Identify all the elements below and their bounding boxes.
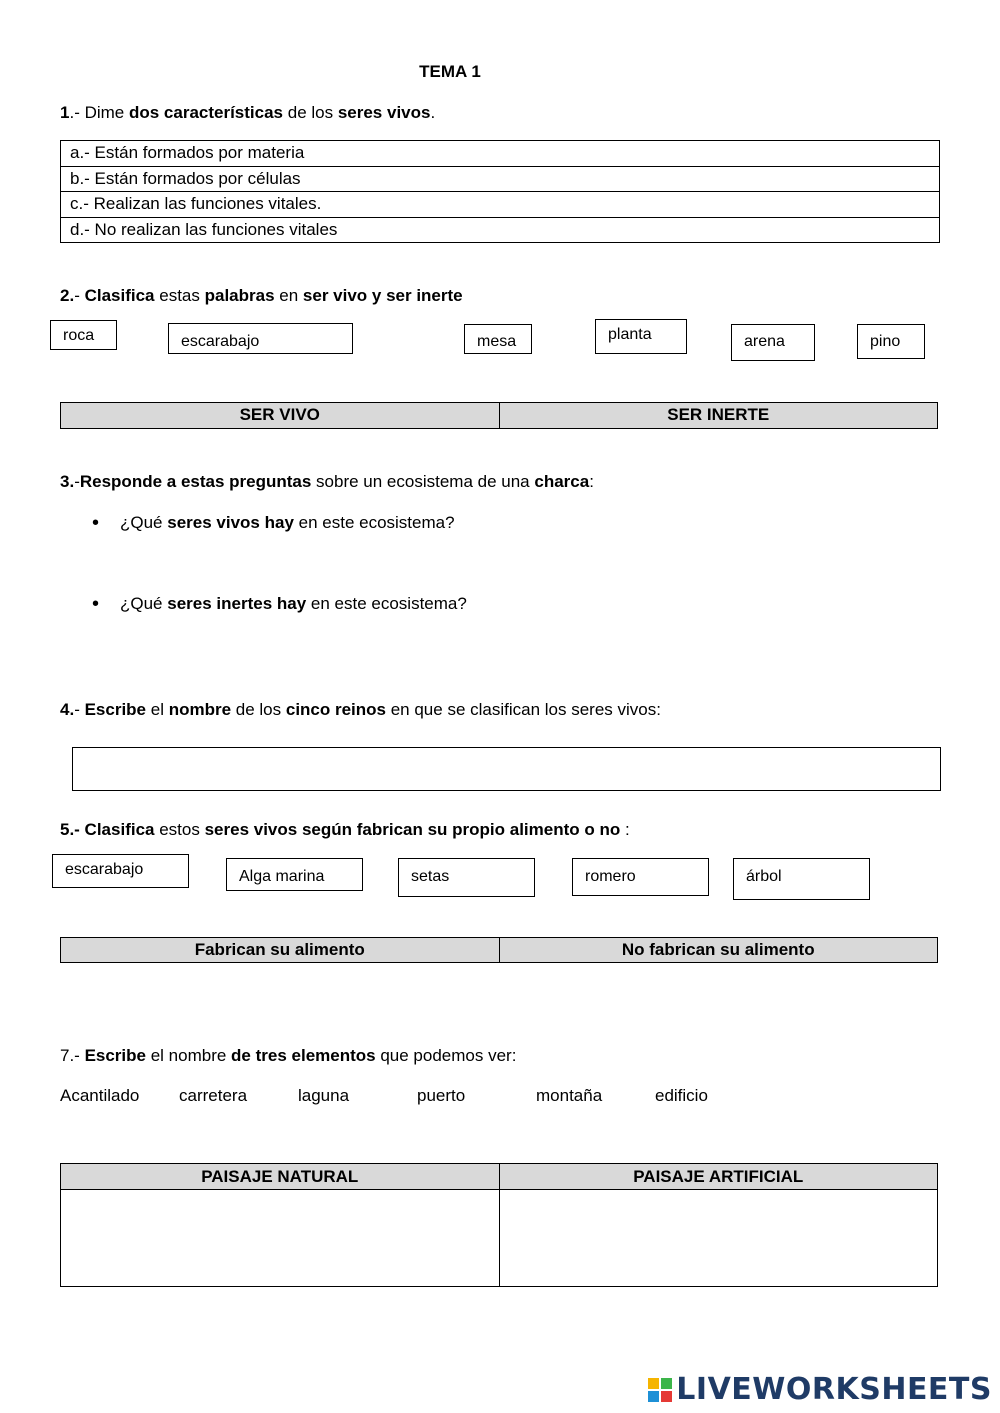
chip-roca[interactable]: roca — [50, 320, 117, 350]
question-3-bullet-2: ¿Qué seres inertes hay en este ecosistema? — [120, 594, 467, 613]
question-5: 5.- Clasifica estos seres vivos según fabrican su propio alimento o no : — [60, 820, 630, 839]
fabrican-drop-zone[interactable]: Fabrican su alimento — [194, 940, 365, 959]
paisaje-artificial-header: PAISAJE ARTIFICIAL — [500, 1164, 938, 1190]
paisaje-artificial-drop-zone[interactable] — [500, 1190, 938, 1286]
word-montana[interactable]: montaña — [536, 1086, 603, 1105]
word-edificio[interactable]: edificio — [655, 1086, 708, 1105]
option-d[interactable]: d.- No realizan las funciones vitales — [70, 219, 338, 239]
bullet-icon: • — [92, 593, 100, 615]
chip-arena[interactable]: arena — [731, 324, 815, 361]
no-fabrican-drop-zone[interactable]: No fabrican su alimento — [499, 938, 938, 962]
ser-inerte-drop-zone[interactable]: SER INERTE — [499, 403, 938, 428]
chip-alga-marina[interactable]: Alga marina — [226, 858, 363, 891]
page-title: TEMA 1 — [419, 62, 481, 81]
word-laguna[interactable]: laguna — [298, 1086, 350, 1105]
option-b[interactable]: b.- Están formados por células — [61, 167, 939, 193]
logo-mark-icon — [648, 1378, 672, 1402]
ser-drop-zone-header — [60, 402, 938, 429]
question-4: 4.- Escribe el nombre de los cinco reinos en que se clasifican los seres vivos: — [60, 700, 661, 719]
word-list — [0, 1086, 1000, 1110]
chip-planta[interactable]: planta — [595, 319, 687, 354]
option-c[interactable]: c.- Realizan las funciones vitales. — [61, 192, 939, 218]
ser-vivo-drop-zone[interactable]: SER VIVO — [239, 405, 320, 424]
question-2: 2.- Clasifica estas palabras en ser vivo y ser inerte — [60, 286, 463, 305]
alimento-drop-zone-header — [60, 937, 938, 963]
word-puerto[interactable]: puerto — [417, 1086, 466, 1105]
option-a[interactable]: a.- Están formados por materia — [61, 141, 939, 167]
question-1: 1.- Dime dos características de los seres vivos. — [60, 103, 436, 122]
chip-escarabajo-2[interactable]: escarabajo — [52, 854, 189, 888]
liveworksheets-logo — [648, 1372, 992, 1407]
word-carretera[interactable]: carretera — [179, 1086, 248, 1105]
bullet-icon: • — [92, 512, 100, 534]
logo-text: LIVEWORKSHEETS — [676, 1372, 992, 1407]
chip-romero[interactable]: romero — [572, 858, 709, 896]
chip-mesa[interactable]: mesa — [464, 324, 532, 354]
question-1-options — [60, 140, 940, 243]
chip-setas[interactable]: setas — [398, 858, 535, 897]
question-3: 3.-Responde a estas preguntas sobre un ecosistema de una charca: — [60, 472, 594, 491]
question-7: 7.- Escribe el nombre de tres elementos que podemos ver: — [60, 1046, 517, 1065]
question-3-bullet-1: ¿Qué seres vivos hay en este ecosistema? — [120, 513, 455, 532]
paisaje-table — [60, 1163, 938, 1287]
word-acantilado[interactable]: Acantilado — [60, 1086, 140, 1105]
chip-arbol[interactable]: árbol — [733, 858, 870, 900]
cinco-reinos-answer-box[interactable] — [72, 747, 941, 791]
paisaje-natural-drop-zone[interactable] — [61, 1190, 499, 1286]
paisaje-natural-header: PAISAJE NATURAL — [61, 1164, 499, 1190]
chip-pino[interactable]: pino — [857, 324, 925, 359]
chip-escarabajo[interactable]: escarabajo — [168, 323, 353, 354]
